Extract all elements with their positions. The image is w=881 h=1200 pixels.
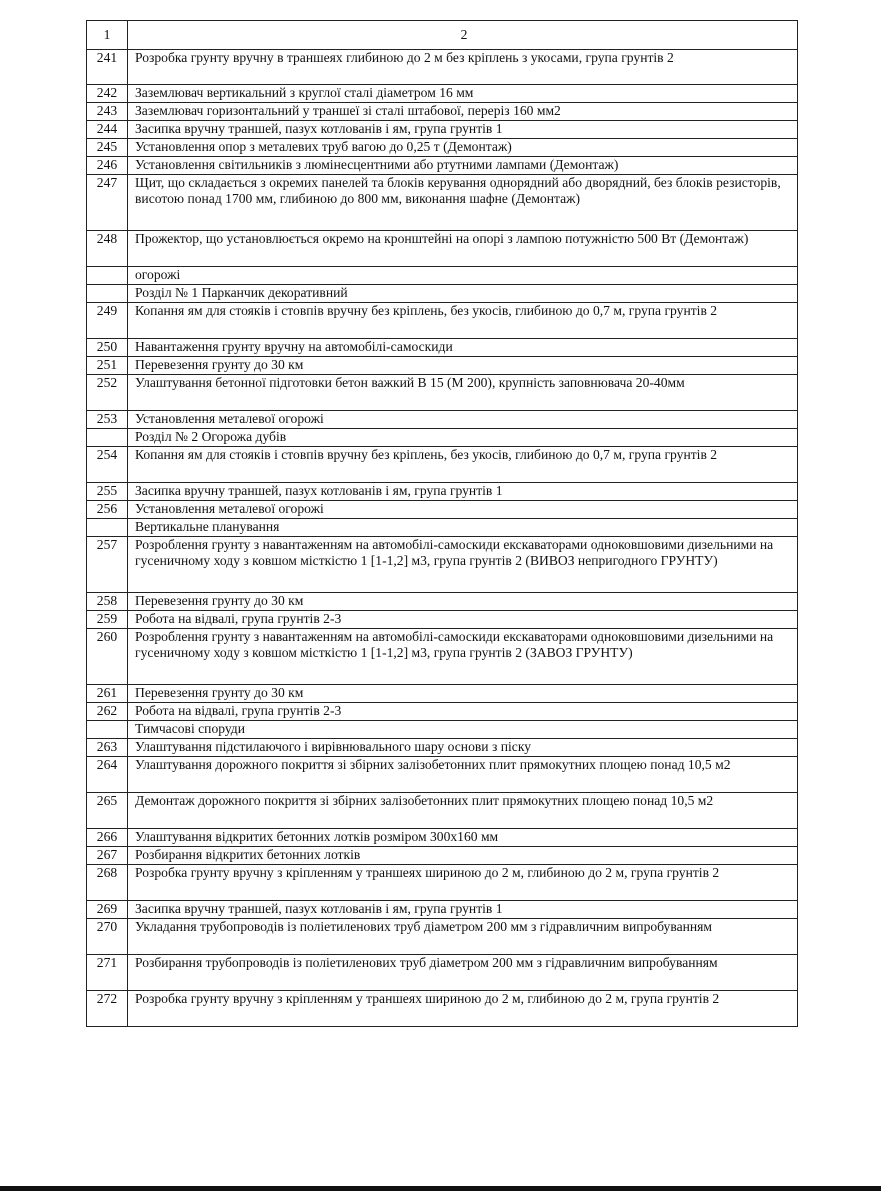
table-row [87, 703, 798, 721]
row-number: 259 [87, 611, 128, 629]
table-row [87, 739, 798, 757]
table-row [87, 919, 798, 955]
row-description: Перевезення грунту до 30 км [128, 685, 798, 703]
row-description: Засипка вручну траншей, пазух котлованів і ям, група грунтів 1 [128, 901, 798, 919]
table-row [87, 285, 798, 303]
row-number: 270 [87, 919, 128, 955]
table-row [87, 537, 798, 593]
table-row [87, 267, 798, 285]
row-description: Заземлювач вертикальний з круглої сталі діаметром 16 мм [128, 85, 798, 103]
row-number [87, 519, 128, 537]
table-row [87, 157, 798, 175]
row-number: 268 [87, 865, 128, 901]
row-description: Робота на відвалі, група грунтів 2-3 [128, 611, 798, 629]
table-row [87, 721, 798, 739]
row-description: Демонтаж дорожного покриття зі збірних залізобетонних плит прямокутних площею понад 10,5 м2 [128, 793, 798, 829]
table-row [87, 757, 798, 793]
row-number: 251 [87, 357, 128, 375]
table-row [87, 139, 798, 157]
table-row [87, 483, 798, 501]
row-number: 254 [87, 447, 128, 483]
row-description: Щит, що складається з окремих панелей та блоків керування однорядний або дворядний, без блоків резисторів, висотою понад 1700 мм, глибиною до 800 мм, виконання шафне (Демонтаж) [128, 175, 798, 231]
row-description: Копання ям для стояків і стовпів вручну без кріплень, без укосів, глибиною до 0,7 м, група грунтів 2 [128, 447, 798, 483]
row-description: Засипка вручну траншей, пазух котлованів і ям, група грунтів 1 [128, 483, 798, 501]
row-number: 263 [87, 739, 128, 757]
table-body [87, 21, 798, 1027]
row-number: 261 [87, 685, 128, 703]
row-number [87, 429, 128, 447]
table-row [87, 593, 798, 611]
row-number: 269 [87, 901, 128, 919]
row-number: 272 [87, 991, 128, 1027]
row-description: Навантаження грунту вручну на автомобілі-самоскиди [128, 339, 798, 357]
table-row [87, 865, 798, 901]
table-row [87, 411, 798, 429]
row-number: 249 [87, 303, 128, 339]
row-description: огорожі [128, 267, 798, 285]
table-row [87, 303, 798, 339]
row-description: Укладання трубопроводів із поліетиленових труб діаметром 200 мм з гідравличним випробуванням [128, 919, 798, 955]
row-description: Улаштування бетонної підготовки бетон важкий В 15 (М 200), крупність заповнювача 20-40мм [128, 375, 798, 411]
table-row [87, 103, 798, 121]
row-number: 265 [87, 793, 128, 829]
table-row [87, 175, 798, 231]
row-description: Розробка грунту вручну з кріпленням у траншеях шириною до 2 м, глибиною до 2 м, група грунтів 2 [128, 865, 798, 901]
row-number: 271 [87, 955, 128, 991]
table-row [87, 629, 798, 685]
row-number: 241 [87, 50, 128, 85]
row-number: 252 [87, 375, 128, 411]
bottom-scan-edge [0, 1186, 881, 1191]
row-number [87, 721, 128, 739]
table-row [87, 955, 798, 991]
row-number: 262 [87, 703, 128, 721]
row-number: 253 [87, 411, 128, 429]
table-row [87, 231, 798, 267]
row-number: 257 [87, 537, 128, 593]
row-number: 255 [87, 483, 128, 501]
table-row [87, 339, 798, 357]
row-description: Установлення світильників з люмінесцентними або ртутними лампами (Демонтаж) [128, 157, 798, 175]
row-description: Копання ям для стояків і стовпів вручну без кріплень, без укосів, глибиною до 0,7 м, група грунтів 2 [128, 303, 798, 339]
row-description: Розроблення грунту з навантаженням на автомобілі-самоскиди екскаваторами одноковшовими дизельними на гусеничному ходу з ковшом місткістю 1 [1-1,2] м3, група грунтів 2 (ЗАВОЗ ГРУНТУ) [128, 629, 798, 685]
row-description: Розділ № 1 Парканчик декоративний [128, 285, 798, 303]
table-row [87, 357, 798, 375]
row-description: Прожектор, що установлюється окремо на кронштейні на опорі з лампою потужністю 500 Вт (Демонтаж) [128, 231, 798, 267]
row-description: Засипка вручну траншей, пазух котлованів і ям, група грунтів 1 [128, 121, 798, 139]
row-description: Заземлювач горизонтальний у траншеї зі сталі штабової, переріз 160 мм2 [128, 103, 798, 121]
table-row [87, 121, 798, 139]
row-description: Перевезення грунту до 30 км [128, 357, 798, 375]
table-row [87, 447, 798, 483]
estimate-table [86, 20, 798, 1027]
row-number: 246 [87, 157, 128, 175]
row-number: 256 [87, 501, 128, 519]
table-row [87, 519, 798, 537]
table-row [87, 829, 798, 847]
table-row [87, 501, 798, 519]
row-description: Розбирання трубопроводів із поліетиленових труб діаметром 200 мм з гідравличним випробуванням [128, 955, 798, 991]
row-number: 242 [87, 85, 128, 103]
table-row [87, 685, 798, 703]
row-number: 250 [87, 339, 128, 357]
row-description: Установлення металевої огорожі [128, 411, 798, 429]
row-number: 260 [87, 629, 128, 685]
row-description: Улаштування підстилаючого і вирівнювального шару основи з піску [128, 739, 798, 757]
row-description: Улаштування дорожного покриття зі збірних залізобетонних плит прямокутних площею понад 10,5 м2 [128, 757, 798, 793]
row-description: Розробка грунту вручну в траншеях глибиною до 2 м без кріплень з укосами, група грунтів 2 [128, 50, 798, 85]
row-description: Робота на відвалі, група грунтів 2-3 [128, 703, 798, 721]
header-row [87, 21, 798, 50]
row-description: Розроблення грунту з навантаженням на автомобілі-самоскиди екскаваторами одноковшовими дизельними на гусеничному ходу з ковшом місткістю 1 [1-1,2] м3, група грунтів 2 (ВИВОЗ непригодного ГРУНТУ) [128, 537, 798, 593]
row-description: Установлення опор з металевих труб вагою до 0,25 т (Демонтаж) [128, 139, 798, 157]
row-description: Розділ № 2 Огорожа дубів [128, 429, 798, 447]
row-number: 258 [87, 593, 128, 611]
row-number: 267 [87, 847, 128, 865]
row-number: 243 [87, 103, 128, 121]
table-row [87, 991, 798, 1027]
row-number: 248 [87, 231, 128, 267]
row-description: Розбирання відкритих бетонних лотків [128, 847, 798, 865]
row-number [87, 267, 128, 285]
row-number: 266 [87, 829, 128, 847]
table-row [87, 429, 798, 447]
table-row [87, 375, 798, 411]
row-number: 264 [87, 757, 128, 793]
table-row [87, 85, 798, 103]
row-description: Улаштування відкритих бетонних лотків розміром 300х160 мм [128, 829, 798, 847]
row-description: Вертикальне планування [128, 519, 798, 537]
table-row [87, 611, 798, 629]
row-description: Установлення металевої огорожі [128, 501, 798, 519]
row-description: Перевезення грунту до 30 км [128, 593, 798, 611]
row-description: Розробка грунту вручну з кріпленням у траншеях шириною до 2 м, глибиною до 2 м, група грунтів 2 [128, 991, 798, 1027]
row-description: Тимчасові споруди [128, 721, 798, 739]
table-row [87, 901, 798, 919]
row-number: 244 [87, 121, 128, 139]
table-row [87, 793, 798, 829]
header-col-number: 1 [87, 21, 128, 50]
table-row [87, 847, 798, 865]
row-number [87, 285, 128, 303]
table-row [87, 50, 798, 85]
row-number: 247 [87, 175, 128, 231]
row-number: 245 [87, 139, 128, 157]
header-col-description: 2 [128, 21, 798, 50]
